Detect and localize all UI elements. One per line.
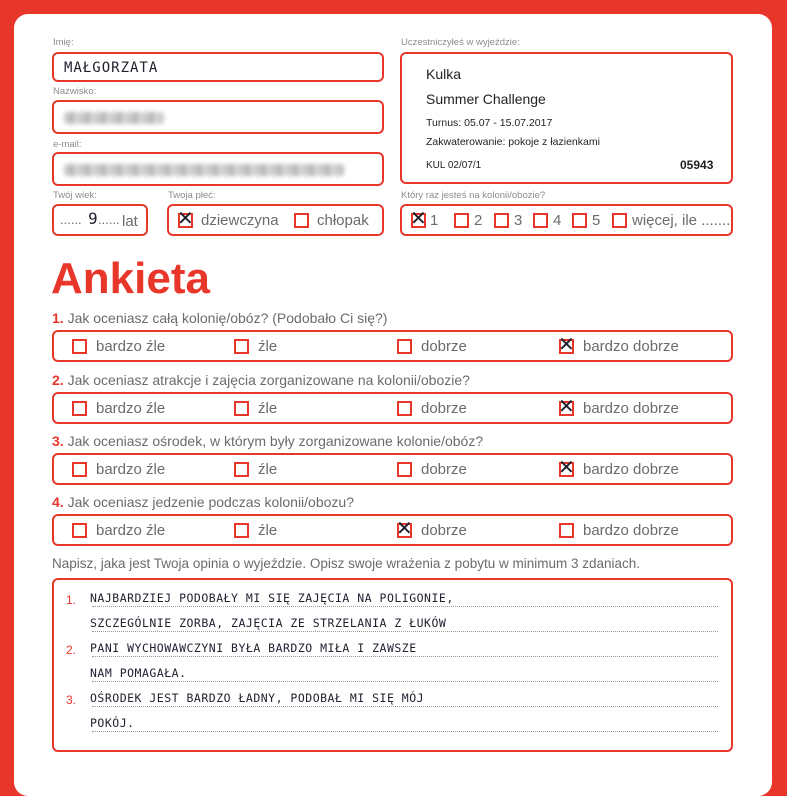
rating-checkbox[interactable] bbox=[396, 516, 413, 540]
rating-checkbox[interactable] bbox=[234, 523, 249, 538]
camp-code: KUL 02/07/1 bbox=[426, 160, 482, 171]
rating-option-label: źle bbox=[258, 461, 278, 478]
check-x-icon: ✕ bbox=[396, 516, 413, 540]
name-value: MAŁGORZATA bbox=[64, 60, 159, 76]
age-value: 9 bbox=[88, 209, 98, 228]
question-3-text bbox=[52, 433, 483, 449]
rating-checkbox[interactable] bbox=[234, 401, 249, 416]
rating-checkbox[interactable] bbox=[72, 339, 87, 354]
opinion-text-line: POKÓJ. bbox=[90, 716, 135, 730]
check-x-icon: ✕ bbox=[558, 332, 575, 356]
gender-label: Twoja płeć: bbox=[168, 190, 216, 201]
rating-option-label: bardzo dobrze bbox=[583, 400, 679, 417]
age-field[interactable] bbox=[52, 204, 148, 236]
question-number: 2. bbox=[52, 372, 64, 388]
camp-info-box bbox=[400, 52, 733, 184]
times-checkbox-5[interactable] bbox=[572, 213, 587, 228]
question-2-text bbox=[52, 372, 470, 388]
check-x-icon: ✕ bbox=[558, 394, 575, 418]
redacted-email bbox=[64, 164, 344, 176]
opinion-text-line: NAJBARDZIEJ PODOBAŁY MI SIĘ ZAJĘCIA NA POLIGONIE, bbox=[90, 591, 454, 605]
age-label: Twój wiek: bbox=[53, 190, 97, 201]
times-option-4: 4 bbox=[553, 212, 562, 229]
times-field bbox=[400, 204, 733, 236]
gender-checkbox-boy[interactable] bbox=[294, 213, 309, 228]
gender-option-boy: chłopak bbox=[317, 212, 369, 229]
camp-program: Summer Challenge bbox=[426, 91, 546, 107]
question-label: Jak oceniasz atrakcje i zajęcia zorganizowane na kolonii/obozie? bbox=[67, 372, 470, 388]
surname-label: Nazwisko: bbox=[53, 86, 97, 97]
times-option-1: 1 bbox=[430, 212, 439, 229]
opinion-text-line: PANI WYCHOWAWCZYNI BYŁA BARDZO MIŁA I ZAWSZE bbox=[90, 641, 417, 655]
times-checkbox-2[interactable] bbox=[454, 213, 469, 228]
rating-option-label: bardzo źle bbox=[96, 522, 166, 539]
rating-option-label: źle bbox=[258, 522, 278, 539]
question-1-text bbox=[52, 310, 387, 326]
dotted-line bbox=[92, 656, 718, 657]
rating-option-label: źle bbox=[258, 338, 278, 355]
times-checkbox-4[interactable] bbox=[533, 213, 548, 228]
dotted-line bbox=[92, 631, 718, 632]
dotted-line bbox=[92, 606, 718, 607]
gender-checkbox-girl[interactable] bbox=[177, 206, 194, 230]
email-field[interactable] bbox=[52, 152, 384, 186]
rating-option-label: dobrze bbox=[421, 522, 467, 539]
rating-checkbox[interactable] bbox=[559, 523, 574, 538]
times-option-3: 3 bbox=[514, 212, 523, 229]
question-4-options bbox=[52, 514, 733, 546]
times-option-more: więcej, ile ....... bbox=[632, 212, 731, 229]
question-number: 3. bbox=[52, 433, 64, 449]
question-3-options bbox=[52, 453, 733, 485]
rating-checkbox[interactable] bbox=[397, 339, 412, 354]
rating-checkbox[interactable] bbox=[234, 339, 249, 354]
rating-option-label: bardzo dobrze bbox=[583, 522, 679, 539]
rating-option-label: bardzo dobrze bbox=[583, 461, 679, 478]
age-unit: lat bbox=[122, 213, 138, 230]
rating-checkbox[interactable] bbox=[558, 455, 575, 479]
age-dots-right: ...... bbox=[98, 212, 120, 227]
question-label: Jak oceniasz jedzenie podczas kolonii/obozu? bbox=[67, 494, 354, 510]
question-number: 1. bbox=[52, 310, 64, 326]
check-x-icon: ✕ bbox=[558, 455, 575, 479]
check-x-icon: ✕ bbox=[177, 206, 194, 230]
gender-option-girl: dziewczyna bbox=[201, 212, 279, 229]
camp-number: 05943 bbox=[680, 158, 714, 172]
opinion-prompt: Napisz, jaka jest Twoja opinia o wyjeździe. Opisz swoje wrażenia z pobytu w minimum 3 zdaniach. bbox=[52, 556, 641, 571]
rating-option-label: bardzo dobrze bbox=[583, 338, 679, 355]
name-field[interactable] bbox=[52, 52, 384, 82]
rating-checkbox[interactable] bbox=[397, 401, 412, 416]
rating-checkbox[interactable] bbox=[558, 394, 575, 418]
opinion-number: 1. bbox=[66, 593, 77, 607]
survey-title: Ankieta bbox=[51, 254, 210, 303]
question-1-options bbox=[52, 330, 733, 362]
camp-accommodation: Zakwaterowanie: pokoje z łazienkami bbox=[426, 136, 600, 148]
question-label: Jak oceniasz całą kolonię/obóz? (Podobało Ci się?) bbox=[67, 310, 388, 326]
question-number: 4. bbox=[52, 494, 64, 510]
rating-option-label: źle bbox=[258, 400, 278, 417]
email-label: e-mail: bbox=[53, 139, 82, 150]
opinion-text-line: NAM POMAGAŁA. bbox=[90, 666, 187, 680]
dotted-line bbox=[92, 731, 718, 732]
gender-field bbox=[167, 204, 384, 236]
rating-option-label: dobrze bbox=[421, 461, 467, 478]
opinion-number: 2. bbox=[66, 643, 77, 657]
name-label: Imię: bbox=[53, 37, 74, 48]
redacted-surname bbox=[64, 112, 164, 124]
rating-checkbox[interactable] bbox=[397, 462, 412, 477]
opinion-text-line: SZCZEGÓLNIE ZORBA, ZAJĘCIA ZE STRZELANIA Z ŁUKÓW bbox=[90, 616, 447, 630]
camp-name: Kulka bbox=[426, 66, 462, 82]
rating-checkbox[interactable] bbox=[72, 401, 87, 416]
rating-checkbox[interactable] bbox=[558, 332, 575, 356]
times-option-5: 5 bbox=[592, 212, 601, 229]
rating-option-label: bardzo źle bbox=[96, 461, 166, 478]
rating-checkbox[interactable] bbox=[234, 462, 249, 477]
age-dots-left: ...... bbox=[60, 212, 82, 227]
question-4-text bbox=[52, 494, 354, 510]
rating-option-label: bardzo źle bbox=[96, 338, 166, 355]
participated-label: Uczestniczyłeś w wyjeździe: bbox=[401, 37, 520, 48]
rating-checkbox[interactable] bbox=[72, 523, 87, 538]
rating-option-label: dobrze bbox=[421, 338, 467, 355]
dotted-line bbox=[92, 706, 718, 707]
rating-option-label: dobrze bbox=[421, 400, 467, 417]
check-x-icon: ✕ bbox=[410, 206, 427, 230]
opinion-text-line: OŚRODEK JEST BARDZO ŁADNY, PODOBAŁ MI SIĘ MÓJ bbox=[90, 691, 425, 705]
times-option-2: 2 bbox=[474, 212, 483, 229]
camp-turnus: Turnus: 05.07 - 15.07.2017 bbox=[426, 117, 553, 129]
question-label: Jak oceniasz ośrodek, w którym były zorganizowane kolonie/obóz? bbox=[67, 433, 484, 449]
rating-checkbox[interactable] bbox=[72, 462, 87, 477]
dotted-line bbox=[92, 681, 718, 682]
opinion-number: 3. bbox=[66, 693, 77, 707]
question-2-options bbox=[52, 392, 733, 424]
times-checkbox-1[interactable] bbox=[410, 206, 427, 230]
times-checkbox-3[interactable] bbox=[494, 213, 509, 228]
rating-option-label: bardzo źle bbox=[96, 400, 166, 417]
times-checkbox-more[interactable] bbox=[612, 213, 627, 228]
times-label: Który raz jesteś na kolonii/obozie? bbox=[401, 190, 546, 201]
surname-field[interactable] bbox=[52, 100, 384, 134]
